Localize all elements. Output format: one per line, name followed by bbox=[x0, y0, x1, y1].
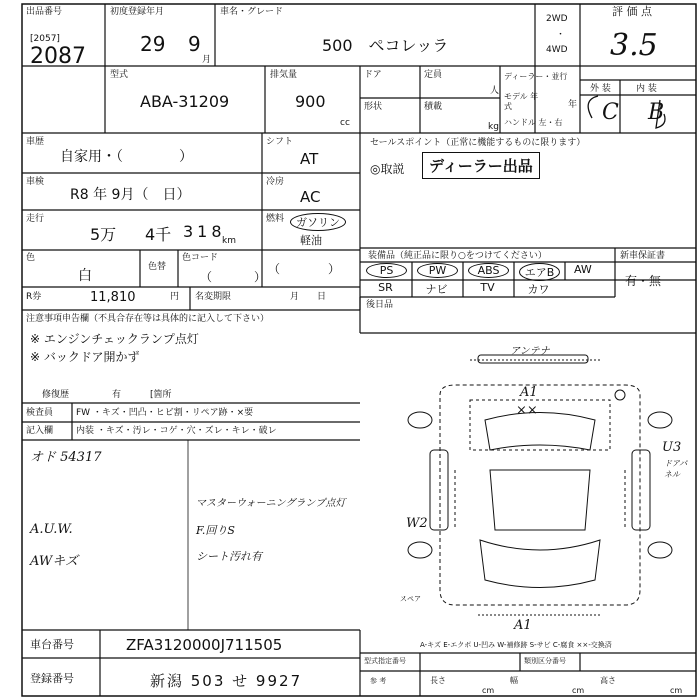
model-label: 型式 bbox=[110, 70, 129, 80]
fuel-gasoline: ガソリン bbox=[290, 213, 346, 231]
plate-label: 登録番号 bbox=[30, 672, 74, 685]
diagram-u3: U3 bbox=[662, 440, 682, 455]
history-label: 車歴 bbox=[26, 137, 45, 147]
mileage-rest: 318 bbox=[183, 222, 226, 241]
equipment-row-1 bbox=[360, 262, 615, 280]
color-value: 白 bbox=[78, 268, 92, 284]
fuel-label: 燃料 bbox=[266, 214, 285, 224]
repair-place: [箇所 bbox=[150, 390, 172, 400]
equipment-item: SR bbox=[378, 281, 393, 294]
mileage-sen: 4千 bbox=[145, 225, 172, 244]
vin-label: 車台番号 bbox=[30, 638, 74, 651]
lot-label: 出品番号 bbox=[26, 7, 63, 17]
reg-month: 9 bbox=[188, 32, 201, 56]
note-seat-dirt: シート汚れ有 bbox=[196, 550, 262, 563]
equipment-item: PS bbox=[366, 263, 407, 278]
legend-row1-label: 検査員 bbox=[26, 408, 54, 418]
equipment-item: ナビ bbox=[425, 283, 448, 296]
repair-label: 修復歴 bbox=[42, 390, 70, 400]
warranty-value: 有・無 bbox=[625, 274, 662, 288]
recycle-unit: 円 bbox=[170, 292, 180, 302]
legend-row1: FW ・キズ・凹凸・ヒビ割・リペア跡・×要 bbox=[76, 408, 254, 418]
drive-dot: ・ bbox=[556, 30, 566, 40]
equipment-title: 装備品（純正品に限り○をつけてください） bbox=[368, 251, 547, 261]
ac-value: AC bbox=[300, 188, 321, 206]
length-cm: cm bbox=[482, 686, 495, 695]
height-cm: cm bbox=[670, 686, 683, 695]
plate-value: 新潟 503 せ 9927 bbox=[150, 672, 303, 690]
class-no-label: 類別区分番号 bbox=[524, 657, 566, 665]
width-cm: cm bbox=[572, 686, 585, 695]
recycle-value: 11,810 bbox=[90, 290, 136, 305]
door-label: ドア bbox=[364, 70, 382, 80]
history-value: 自家用・（ ） bbox=[60, 149, 193, 165]
ac-label: 冷房 bbox=[266, 177, 285, 187]
mileage-unit: km bbox=[222, 236, 236, 246]
interior-label: 内 装 bbox=[636, 84, 657, 94]
notes-title: 注意事項申告欄（不具合存在等は具体的に記入して下さい） bbox=[26, 314, 270, 324]
inspection-value: R8 年 9月（ 日） bbox=[70, 187, 191, 203]
legend-row2: 内装 ・キズ・汚レ・コゲ・穴・ズレ・キレ・破レ bbox=[76, 426, 277, 436]
equipment-item: ABS bbox=[468, 263, 509, 278]
equipment-item: AW bbox=[574, 263, 592, 276]
drive-2wd: 2WD bbox=[546, 14, 568, 24]
car-diagram bbox=[408, 355, 672, 615]
drive-4wd: 4WD bbox=[546, 45, 568, 55]
notes-line-1: ※ エンジンチェックランプ点灯 bbox=[30, 332, 199, 346]
color-change-label: 色替 bbox=[148, 262, 167, 272]
sales-dealer: ディーラー出品 bbox=[422, 152, 540, 179]
height-label: 高さ bbox=[600, 676, 616, 685]
warranty-label: 新車保証書 bbox=[620, 251, 666, 261]
legend-row2-label: 記入欄 bbox=[26, 426, 54, 436]
mileage-label: 走行 bbox=[26, 214, 45, 224]
ref-label: 参 考 bbox=[370, 677, 387, 685]
inspection-label: 車検 bbox=[26, 177, 45, 187]
mileage-man: 5万 bbox=[90, 225, 117, 244]
displacement: 900 bbox=[295, 92, 326, 111]
shift-label: シフト bbox=[266, 137, 294, 147]
width-label: 幅 bbox=[510, 676, 518, 685]
reg-month-unit: 月 bbox=[202, 55, 212, 65]
score-label: 評 価 点 bbox=[612, 5, 652, 18]
reg-label: 初度登録年月 bbox=[110, 7, 165, 17]
note-odo: オド 54317 bbox=[30, 450, 102, 465]
load-unit: kg bbox=[488, 122, 499, 132]
handle-label: ハンドル 左・右 bbox=[504, 118, 563, 127]
lot-sub: [2057] bbox=[30, 34, 60, 44]
reg-year: 29 bbox=[140, 32, 166, 56]
capacity-unit: 人 bbox=[490, 86, 500, 96]
diagram-a1-top: A1 bbox=[520, 385, 538, 400]
exterior-label: 外 装 bbox=[590, 84, 611, 94]
color-code-value: （ ） bbox=[200, 270, 273, 284]
notes-line-2: ※ バックドア開かず bbox=[30, 350, 140, 364]
lot-number: 2087 bbox=[30, 44, 86, 69]
diagram-key-legend: A-キズ E-エクボ U-凹み W-補修跡 S-サビ C-腐食 ××-交換済 bbox=[420, 641, 612, 649]
vin-value: ZFA3120000J711505 bbox=[126, 636, 283, 654]
capacity-label: 定員 bbox=[424, 70, 443, 80]
note-front-seat: F.回りS bbox=[196, 524, 235, 537]
diagram-w2: W2 bbox=[406, 516, 428, 531]
diagram-antenna: アンテナ bbox=[510, 346, 550, 357]
recycle-label: R券 bbox=[26, 292, 42, 302]
length-label: 長さ bbox=[430, 676, 446, 685]
interior-grade: B bbox=[648, 100, 665, 125]
after-label: 後日品 bbox=[366, 300, 394, 310]
car-name: 500 ペコレッラ bbox=[322, 36, 449, 55]
shift-value: AT bbox=[300, 150, 319, 168]
fuel-other: （ ） bbox=[268, 262, 349, 276]
shape-label: 形状 bbox=[364, 102, 383, 112]
model-code: ABA-31209 bbox=[140, 92, 230, 111]
equipment-row-2 bbox=[360, 280, 615, 297]
equipment-item: カワ bbox=[527, 283, 550, 296]
equipment-item: エアB bbox=[519, 263, 560, 281]
note-aw-scratch: AWキズ bbox=[30, 554, 78, 569]
fuel-diesel: 軽油 bbox=[300, 234, 322, 247]
dealer-label: ディーラー・並行 bbox=[504, 72, 568, 81]
disp-label: 排気量 bbox=[270, 70, 298, 80]
diagram-spare: スペア bbox=[400, 595, 421, 603]
name-label: 車名・グレード bbox=[220, 7, 284, 17]
color-label: 色 bbox=[26, 253, 36, 263]
type-cert-label: 型式指定番号 bbox=[364, 657, 406, 665]
diagram-xx: ×× bbox=[516, 403, 538, 418]
diagram-a1-bottom: A1 bbox=[514, 618, 532, 633]
name-change-units: 月 日 bbox=[290, 292, 327, 302]
note-master-lamp: マスターウォーニングランプ点灯 bbox=[196, 498, 346, 509]
model-year-label: モデル 年式 bbox=[504, 92, 539, 111]
load-label: 積載 bbox=[424, 102, 443, 112]
exterior-grade: C bbox=[602, 100, 619, 125]
score-value: 3.5 bbox=[610, 28, 658, 63]
diagram-u3-sub: ドアパネル bbox=[664, 459, 688, 479]
note-auw: A.U.W. bbox=[30, 522, 73, 537]
sales-manual: ◎取説 bbox=[370, 162, 405, 176]
sales-title: セールスポイント（正常に機能するものに限ります） bbox=[370, 138, 586, 148]
equipment-item: PW bbox=[417, 263, 458, 278]
model-year-unit: 年 bbox=[568, 100, 578, 110]
repair-value: 有 bbox=[112, 390, 122, 400]
color-code-label: 色コード bbox=[182, 253, 219, 263]
disp-unit: cc bbox=[340, 118, 350, 128]
equipment-item: TV bbox=[480, 281, 495, 294]
name-change-label: 名変期限 bbox=[195, 292, 232, 302]
